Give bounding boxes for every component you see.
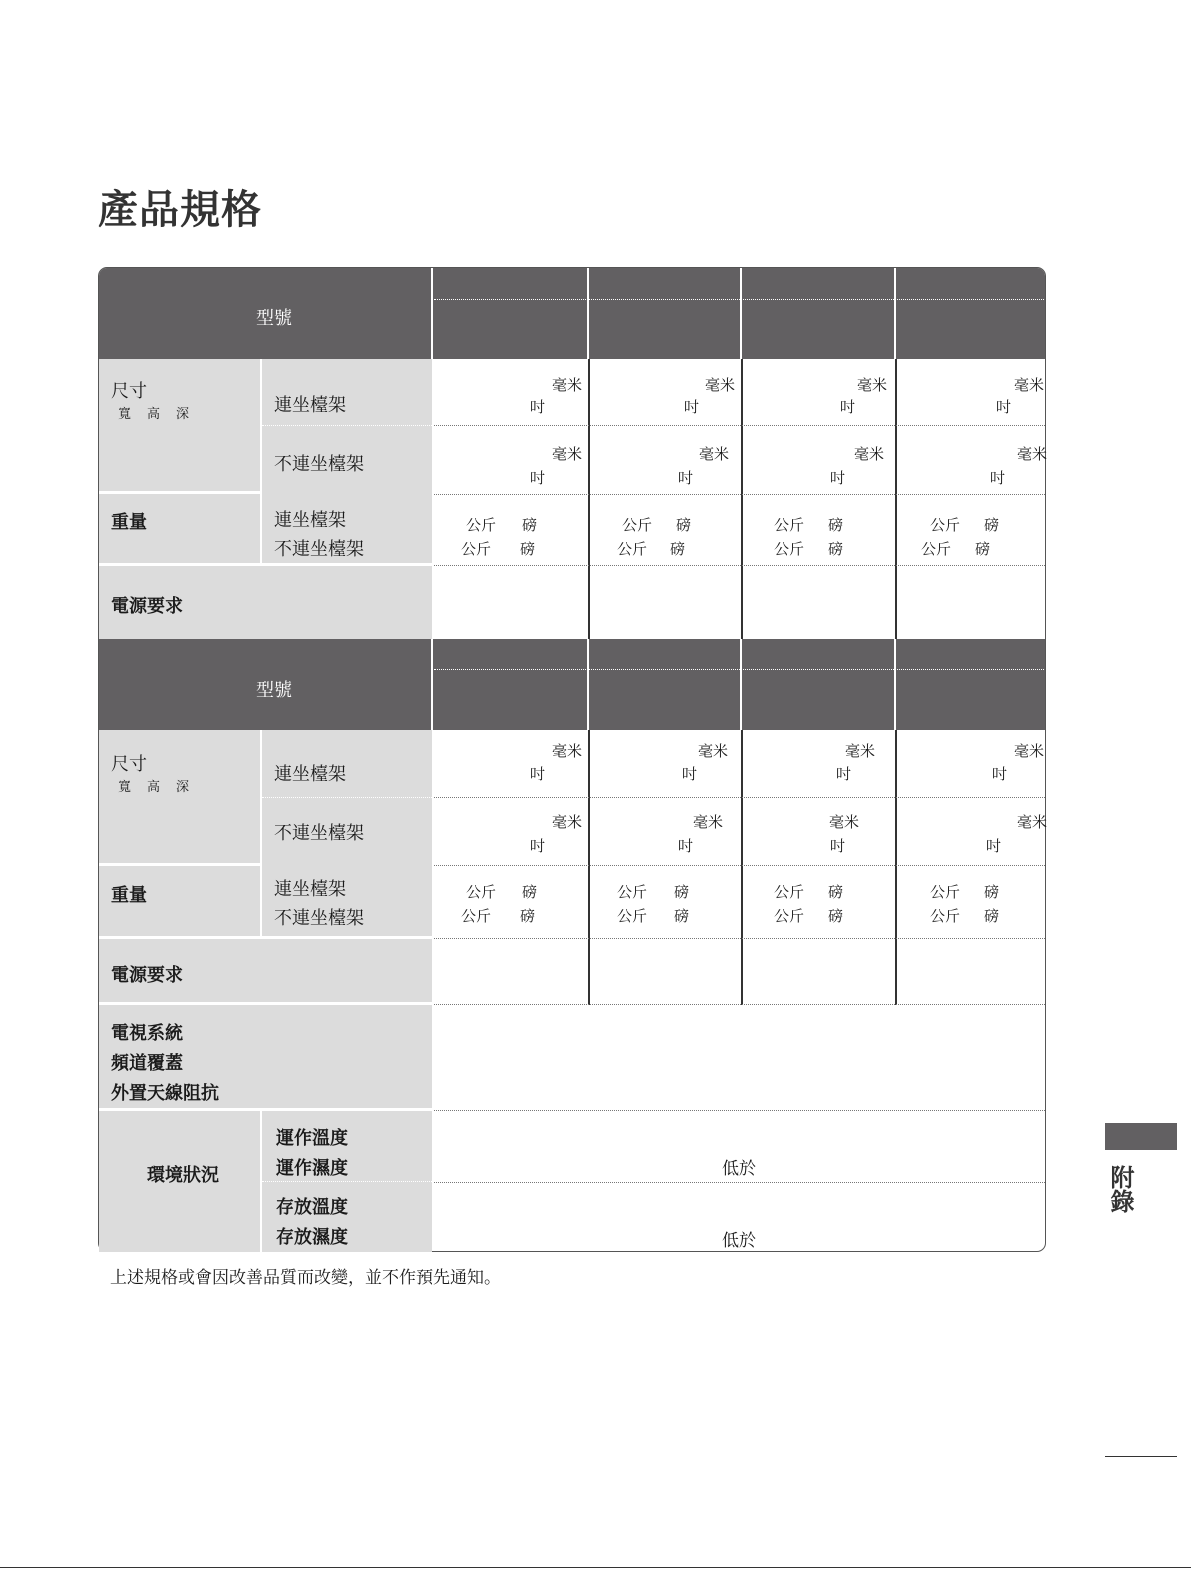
without-stand-label: 不連坐檯架	[274, 539, 364, 560]
divider	[587, 639, 589, 730]
unit-kg: 公斤	[466, 883, 497, 901]
unit-lb: 磅	[828, 516, 844, 534]
divider	[434, 1182, 1045, 1183]
page-title: 產品規格	[98, 187, 262, 233]
divider	[99, 1002, 432, 1005]
unit-mm: 毫米	[552, 445, 583, 463]
divider	[434, 865, 1045, 866]
divider	[740, 639, 742, 730]
unit-inch: 吋	[682, 765, 698, 783]
unit-inch: 吋	[840, 398, 856, 416]
unit-lb: 磅	[676, 516, 692, 534]
model-label: 型號	[256, 680, 292, 701]
dimensions-sub-label: 寬高深	[118, 780, 206, 795]
divider	[99, 936, 432, 939]
op-temp-label: 運作溫度	[276, 1128, 348, 1149]
without-stand-label: 不連坐檯架	[274, 823, 364, 844]
unit-lb: 磅	[522, 883, 538, 901]
unit-mm: 毫米	[552, 813, 583, 831]
power-label: 電源要求	[111, 965, 183, 986]
unit-inch: 吋	[530, 469, 546, 487]
storage-humidity-value: 低於	[722, 1231, 756, 1251]
without-stand-label: 不連坐檯架	[274, 454, 364, 475]
divider	[894, 268, 896, 359]
unit-kg: 公斤	[930, 883, 961, 901]
unit-kg: 公斤	[930, 516, 961, 534]
header-row-1	[99, 268, 1045, 359]
unit-kg: 公斤	[617, 883, 648, 901]
unit-mm: 毫米	[698, 742, 729, 760]
unit-mm: 毫米	[845, 742, 876, 760]
unit-kg: 公斤	[921, 540, 952, 558]
unit-inch: 吋	[830, 469, 846, 487]
unit-lb: 磅	[984, 516, 1000, 534]
unit-inch: 吋	[830, 837, 846, 855]
with-stand-label: 連坐檯架	[274, 395, 346, 416]
unit-mm: 毫米	[699, 445, 730, 463]
without-stand-label: 不連坐檯架	[274, 908, 364, 929]
divider	[262, 1181, 432, 1182]
divider	[740, 268, 742, 359]
divider	[434, 797, 1045, 798]
unit-lb: 磅	[674, 883, 690, 901]
unit-kg: 公斤	[617, 540, 648, 558]
unit-inch: 吋	[992, 765, 1008, 783]
section-tab-marker	[1105, 1123, 1177, 1150]
divider	[434, 938, 1045, 939]
unit-mm: 毫米	[1014, 742, 1045, 760]
unit-lb: 磅	[975, 540, 991, 558]
divider	[99, 563, 432, 566]
divider	[434, 1004, 1045, 1005]
unit-kg: 公斤	[930, 907, 961, 925]
dimensions-sub-label: 寬高深	[118, 407, 206, 422]
divider	[588, 730, 590, 1005]
with-stand-label: 連坐檯架	[274, 764, 346, 785]
divider	[262, 425, 432, 426]
op-humidity-value: 低於	[722, 1159, 756, 1179]
unit-mm: 毫米	[829, 813, 860, 831]
divider	[431, 639, 433, 730]
unit-kg: 公斤	[774, 907, 805, 925]
unit-kg: 公斤	[466, 516, 497, 534]
with-stand-label: 連坐檯架	[274, 879, 346, 900]
unit-kg: 公斤	[774, 540, 805, 558]
unit-mm: 毫米	[705, 376, 736, 394]
divider	[894, 639, 896, 730]
unit-inch: 吋	[678, 469, 694, 487]
divider	[434, 565, 1045, 566]
unit-lb: 磅	[828, 883, 844, 901]
unit-inch: 吋	[678, 837, 694, 855]
dimensions-label: 尺寸	[111, 381, 147, 402]
op-humidity-label: 運作濕度	[276, 1158, 348, 1179]
unit-mm: 毫米	[1017, 813, 1048, 831]
unit-inch: 吋	[986, 837, 1002, 855]
unit-kg: 公斤	[774, 883, 805, 901]
unit-kg: 公斤	[617, 907, 648, 925]
unit-inch: 吋	[836, 765, 852, 783]
unit-inch: 吋	[684, 398, 700, 416]
divider	[99, 1108, 432, 1111]
tv-system-label: 電視系統	[111, 1023, 183, 1044]
unit-lb: 磅	[522, 516, 538, 534]
unit-mm: 毫米	[552, 742, 583, 760]
unit-inch: 吋	[996, 398, 1012, 416]
dimensions-label: 尺寸	[111, 754, 147, 775]
unit-lb: 磅	[520, 907, 536, 925]
divider	[741, 730, 743, 1005]
unit-lb: 磅	[674, 907, 690, 925]
unit-lb: 磅	[520, 540, 536, 558]
unit-inch: 吋	[530, 837, 546, 855]
channel-coverage-label: 頻道覆蓋	[111, 1053, 183, 1074]
divider	[588, 359, 590, 639]
unit-inch: 吋	[530, 765, 546, 783]
unit-mm: 毫米	[854, 445, 885, 463]
storage-temp-label: 存放溫度	[276, 1197, 348, 1218]
unit-mm: 毫米	[552, 376, 583, 394]
unit-mm: 毫米	[857, 376, 888, 394]
unit-lb: 磅	[828, 907, 844, 925]
page-number-rule	[1105, 1456, 1177, 1457]
power-label: 電源要求	[111, 596, 183, 617]
header-row-2	[99, 639, 1045, 730]
divider	[434, 425, 1045, 426]
section-tab-label: 附錄	[1106, 1165, 1134, 1213]
divider	[895, 730, 897, 1005]
antenna-impedance-label: 外置天線阻抗	[111, 1083, 219, 1104]
divider	[260, 730, 262, 938]
weight-label: 重量	[111, 885, 147, 906]
with-stand-label: 連坐檯架	[274, 510, 346, 531]
divider	[434, 299, 1044, 300]
unit-kg: 公斤	[461, 540, 492, 558]
divider	[260, 359, 262, 564]
divider	[434, 1110, 1045, 1111]
model-label: 型號	[256, 308, 292, 329]
unit-mm: 毫米	[1017, 445, 1048, 463]
footnote: 上述規格或會因改善品質而改變，並不作預先通知。	[110, 1268, 501, 1288]
unit-lb: 磅	[984, 883, 1000, 901]
divider	[895, 359, 897, 639]
page-bottom-rule	[0, 1567, 1191, 1568]
unit-lb: 磅	[984, 907, 1000, 925]
divider	[434, 494, 1045, 495]
unit-kg: 公斤	[774, 516, 805, 534]
divider	[99, 491, 261, 494]
weight-label: 重量	[111, 512, 147, 533]
environment-label: 環境狀況	[147, 1165, 219, 1186]
unit-lb: 磅	[670, 540, 686, 558]
unit-lb: 磅	[828, 540, 844, 558]
unit-inch: 吋	[530, 398, 546, 416]
divider	[741, 359, 743, 639]
divider	[434, 669, 1044, 670]
divider	[262, 797, 432, 798]
divider	[99, 863, 261, 866]
unit-inch: 吋	[990, 469, 1006, 487]
storage-humidity-label: 存放濕度	[276, 1227, 348, 1248]
unit-kg: 公斤	[461, 907, 492, 925]
unit-kg: 公斤	[622, 516, 653, 534]
divider	[587, 268, 589, 359]
unit-mm: 毫米	[1014, 376, 1045, 394]
divider	[431, 268, 433, 359]
unit-mm: 毫米	[693, 813, 724, 831]
